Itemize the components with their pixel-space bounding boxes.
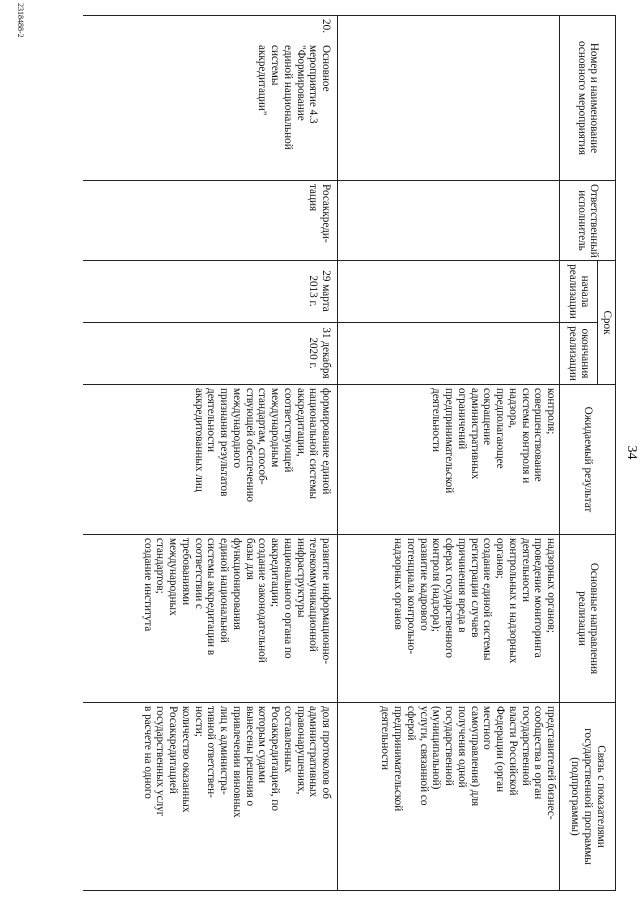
text-line: проведение мониторинга — [532, 538, 545, 658]
text-line: самоуправления) для — [468, 706, 481, 807]
text-line: международным — [269, 388, 282, 468]
text-line: деятельности — [379, 706, 392, 771]
text-line: контроля; — [545, 388, 558, 435]
text-line: системы — [269, 45, 282, 86]
cell-start — [338, 261, 560, 323]
measures-table — [83, 15, 616, 891]
header-term-end: окончания реализации — [560, 323, 598, 385]
text-line: правонарушениях, — [294, 706, 307, 795]
text-line: ствующей обеспечению — [243, 388, 256, 503]
text-line: государственных услуг — [154, 706, 167, 817]
document-id: 2318488-2 — [16, 3, 25, 38]
text-line: потенциала контрольно- — [404, 538, 417, 655]
text-line: 2013 г. — [307, 275, 320, 307]
text-line: составленных — [281, 706, 294, 773]
text-line: Росаккредитацией, по — [269, 706, 282, 811]
cell-number-name — [83, 16, 338, 181]
cell-link — [338, 703, 560, 891]
header-directions: Основные направления реализации — [560, 535, 616, 703]
text-line: телекоммуникационной — [307, 538, 320, 652]
text-line: международного — [230, 388, 243, 469]
header-executor: Ответственный исполнитель — [560, 181, 616, 261]
text-line: аккредитации, — [294, 388, 307, 457]
cell-executor — [83, 181, 338, 261]
text-line: развитие информационно- — [320, 538, 333, 664]
text-line: признания результатов — [218, 388, 231, 497]
text-line: сферой — [404, 706, 417, 741]
text-line: 2020 г. — [307, 337, 320, 369]
text-line: формирование единой — [320, 388, 333, 495]
text-line: государственной — [443, 706, 456, 786]
text-line: власти Российской — [506, 706, 519, 796]
text-line: сокращение — [481, 388, 494, 446]
text-line: системы аккредитации в — [205, 538, 218, 656]
text-line: доля протоколов об — [320, 706, 333, 799]
text-line: надзора, — [506, 388, 519, 429]
text-line: системы контроля и — [519, 388, 532, 484]
text-line: стандартам, способ- — [256, 388, 269, 485]
text-line: "Формирование — [294, 45, 307, 121]
text-line: регистрации случаев — [468, 538, 481, 638]
text-line: причинения вреда в — [455, 538, 468, 633]
text-line: в расчете на одного — [141, 706, 154, 799]
text-line: создание единой системы — [481, 538, 494, 661]
text-line: требованиями — [179, 538, 192, 606]
text-line: мероприятие 4.3 — [307, 45, 320, 124]
text-line: функционирования — [230, 538, 243, 630]
cell-end — [338, 323, 560, 385]
text-line: лиц к администра- — [218, 706, 231, 795]
text-line: (муниципальной) — [430, 706, 443, 790]
text-line: аккредитации" — [256, 45, 269, 116]
text-line: создание законодательной — [256, 538, 269, 663]
text-line: ности; — [192, 706, 205, 737]
text-line: местного — [481, 706, 494, 750]
text-line: Росаккредитацией — [167, 706, 180, 794]
cell-link — [83, 703, 338, 891]
text-line: предполагающее — [494, 388, 507, 469]
text-line: представителей бизнес- — [545, 706, 558, 820]
text-line: которым судами — [256, 706, 269, 784]
text-line: тивной ответствен- — [205, 706, 218, 798]
text-line: совершенствование — [532, 388, 545, 482]
table-header — [560, 16, 616, 891]
text-line: базы для — [243, 538, 256, 580]
text-line: контрольных и надзорных — [506, 538, 519, 664]
text-line: создание института — [141, 538, 154, 632]
text-line: надзорных органов — [392, 538, 405, 630]
cell-executor — [338, 181, 560, 261]
text-line: тация — [307, 184, 320, 212]
text-line: ограничений — [455, 388, 468, 450]
cell-end — [83, 323, 338, 385]
text-line: аккредитации; — [269, 538, 282, 607]
text-line: 31 декабря — [320, 327, 333, 379]
cell-start — [83, 261, 338, 323]
text-line: единой национальной — [218, 538, 231, 643]
table-row-continuation — [338, 16, 560, 891]
cell-directions — [338, 535, 560, 703]
text-line: Росаккреди- — [320, 184, 333, 243]
header-term-start: начала реализации — [560, 261, 598, 323]
text-line: деятельности — [205, 388, 218, 453]
text-line: развитие кадрового — [417, 538, 430, 631]
text-line: услуги, связанной со — [417, 706, 430, 806]
text-line: предпринимательской — [392, 706, 405, 812]
table-row-measure-20 — [83, 16, 338, 891]
cell-result — [338, 385, 560, 535]
page-number: 34 — [624, 445, 639, 460]
cell-number-name — [338, 16, 560, 181]
text-line: инфраструктуры — [294, 538, 307, 618]
text-line: единой национальной — [281, 45, 294, 150]
text-line: деятельности — [519, 538, 532, 603]
header-term: Срок — [598, 261, 616, 385]
cell-directions — [83, 535, 338, 703]
text-line: Федерации (орган — [494, 706, 507, 793]
text-line: административных — [468, 388, 481, 480]
text-line: получения одной — [455, 706, 468, 788]
text-line: национального органа по — [281, 538, 294, 659]
text-line: деятельности — [430, 388, 443, 453]
text-line: сферах государственного — [443, 538, 456, 658]
text-line: государственной — [519, 706, 532, 786]
text-line: международных — [167, 538, 180, 616]
text-line: аккредитованных лиц — [192, 388, 205, 492]
text-line: 29 марта — [320, 270, 333, 312]
cell-result — [83, 385, 338, 535]
text-line: вынесены решения о — [243, 706, 256, 807]
header-number-name: Номер и наименование основного мероприятия — [560, 16, 616, 181]
text-line: административных — [307, 706, 320, 798]
text-line: надзорных органов; — [545, 538, 558, 633]
text-line: сообщества в орган — [532, 706, 545, 800]
header-result: Ожидаемый результат — [560, 385, 616, 535]
text-line: стандартов; — [154, 538, 167, 594]
text-line: количество оказанных — [179, 706, 192, 813]
text-line: национальной системы — [307, 388, 320, 499]
header-link: Связь с показателями государственной программы (подпрограммы) — [560, 703, 616, 891]
text-line: соответствии с — [192, 538, 205, 609]
text-line: Основное — [320, 45, 333, 92]
measure-number: 20. — [320, 19, 333, 33]
text-line: органов; — [494, 538, 507, 579]
text-line: привлечении виновных — [230, 706, 243, 818]
text-line: соответствующей — [281, 388, 294, 473]
text-line: предпринимательской — [443, 388, 456, 494]
text-line: контроля (надзора); — [430, 538, 443, 632]
